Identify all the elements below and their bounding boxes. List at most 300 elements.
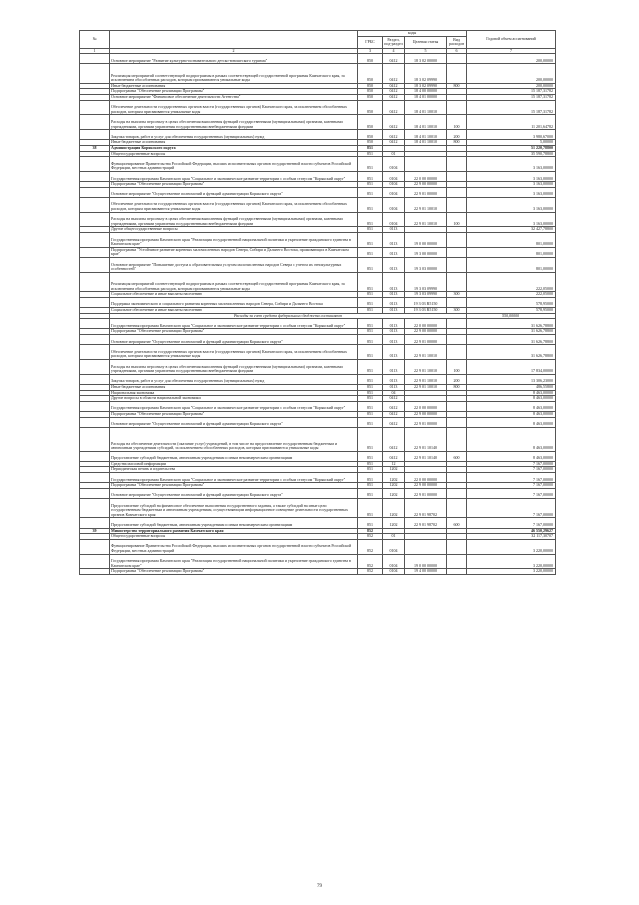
header-amount: Годовой объем ассигнований bbox=[467, 31, 556, 49]
table-row bbox=[80, 319, 556, 329]
row-name: Основное мероприятие "Осуществление полномочий и функций администрации Корякского округа" bbox=[110, 334, 358, 344]
row-name: Государственная программа Камчатского края "Социальное и экономическое развитие территории с особым статусом "Корякский округ" bbox=[110, 401, 358, 411]
row-amount: 3 980,67000 bbox=[467, 130, 556, 140]
row-expense-type bbox=[447, 427, 467, 451]
row-grbs: 850 bbox=[358, 115, 383, 130]
row-number bbox=[80, 233, 110, 248]
table-row bbox=[80, 247, 556, 257]
row-number bbox=[80, 518, 110, 528]
row-amount: 11 201,64782 bbox=[467, 115, 556, 130]
row-grbs: 851 bbox=[358, 390, 383, 396]
row-target: 22 9 01 00000 bbox=[405, 334, 447, 344]
row-razdel: 1202 bbox=[383, 467, 405, 473]
row-target: 22 9 01 10010 bbox=[405, 345, 447, 360]
row-name: Основное мероприятие "Финансовое обеспечение деятельности Агентства" bbox=[110, 94, 358, 100]
row-number bbox=[80, 539, 110, 554]
row-target: 18 4 01 10010 bbox=[405, 140, 447, 146]
row-grbs: 851 bbox=[358, 151, 383, 157]
row-name: Обеспечение деятельности государственных органов власти (государственных органов) Камчатского края, за исключением обособленных расходов, которым присваиваются уникальные коды bbox=[110, 197, 358, 212]
row-target: 22 9 01 98702 bbox=[405, 499, 447, 518]
row-number: 39 bbox=[80, 528, 110, 534]
table-row bbox=[80, 258, 556, 273]
row-target: 22 9 01 10010 bbox=[405, 212, 447, 227]
row-amount: 7 167,00000 bbox=[467, 499, 556, 518]
row-expense-type bbox=[447, 171, 467, 181]
row-target: 22 9 01 00000 bbox=[405, 187, 447, 197]
page-number: 79 bbox=[317, 884, 322, 889]
table-row bbox=[80, 569, 556, 575]
row-target: 22 9 00 00000 bbox=[405, 411, 447, 417]
row-expense-type: 300 bbox=[447, 308, 467, 314]
row-target: 22 9 01 10010 bbox=[405, 384, 447, 390]
row-amount: 200,00000 bbox=[467, 54, 556, 64]
row-name: Обеспечение деятельности государственных органов власти (государственных органов) Камчатского края, за исключением обособленных расходов, которым присваиваются уникальные коды bbox=[110, 345, 358, 360]
row-target: 18 3 02 09990 bbox=[405, 64, 447, 83]
row-amount: 8 463,00000 bbox=[467, 411, 556, 417]
table-row bbox=[80, 297, 556, 307]
row-expense-type bbox=[447, 187, 467, 197]
budget-table bbox=[79, 30, 556, 575]
row-name: Реализация мероприятий соответствующей подпрограммы в рамках соответствующей государственной программы Камчатского края, за исключением обособленных расходов, которым присваиваются уникальные коды bbox=[110, 64, 358, 83]
row-number bbox=[80, 473, 110, 483]
row-number bbox=[80, 258, 110, 273]
row-target: 19 4 00 00000 bbox=[405, 569, 447, 575]
table-row bbox=[80, 64, 556, 83]
row-grbs: 851 bbox=[358, 417, 383, 427]
row-amount: 3 163,00000 bbox=[467, 171, 556, 181]
row-grbs: 851 bbox=[358, 518, 383, 528]
row-target: 18 4 00 00000 bbox=[405, 89, 447, 95]
row-amount: 3 163,00000 bbox=[467, 157, 556, 172]
row-target: 19 3 00 00000 bbox=[405, 247, 447, 257]
row-amount: 200,00000 bbox=[467, 64, 556, 83]
row-amount: 15 187,31782 bbox=[467, 100, 556, 115]
row-target: 19 0 00 00000 bbox=[405, 554, 447, 569]
row-grbs: 851 bbox=[358, 483, 383, 489]
row-razdel: 1202 bbox=[383, 488, 405, 498]
row-number bbox=[80, 115, 110, 130]
row-razdel: 0412 bbox=[383, 417, 405, 427]
table-row bbox=[80, 539, 556, 554]
row-grbs: 851 bbox=[358, 427, 383, 451]
row-amount: 46 550,29627 bbox=[467, 528, 556, 534]
row-name: Государственная программа Камчатского края "Реализация государственной национальной политики и укрепление гражданского единства в Камчатском крае" bbox=[110, 233, 358, 248]
header-razdel: Раздел, под-раздел bbox=[384, 36, 403, 47]
row-amount: 7 167,00000 bbox=[467, 461, 556, 467]
row-grbs: 851 bbox=[358, 473, 383, 483]
row-grbs: 851 bbox=[358, 258, 383, 273]
colnum-1: 1 bbox=[80, 48, 110, 54]
row-name: Общегосударственные вопросы bbox=[110, 151, 358, 157]
row-target: 22 9 01 00000 bbox=[405, 417, 447, 427]
row-name: Расходы на обеспечение деятельности (оказание услуг) учреждений, в том числе на предоставление государственным бюджетным и автономным учреждениям субсидий, за исключением обособленных расходов, которым присваиваются уникальные коды bbox=[110, 427, 358, 451]
row-amount: 7 167,00000 bbox=[467, 467, 556, 473]
row-amount: 5,00000 bbox=[467, 140, 556, 146]
row-expense-type bbox=[447, 473, 467, 483]
row-expense-type bbox=[447, 401, 467, 411]
row-expense-type bbox=[447, 272, 467, 291]
row-expense-type bbox=[447, 539, 467, 554]
row-razdel: 0104 bbox=[383, 182, 405, 188]
row-number bbox=[80, 345, 110, 360]
row-name: Администрация Корякского округа bbox=[110, 145, 358, 151]
table-row bbox=[80, 417, 556, 427]
header-expense-type: Вид расходов bbox=[447, 36, 467, 48]
row-amount: 3 220,00000 bbox=[467, 539, 556, 554]
header-codes: коды bbox=[358, 31, 467, 37]
row-name: Периодическая печать и издательства bbox=[110, 467, 358, 473]
row-razdel: 0104 bbox=[383, 157, 405, 172]
row-grbs: 851 bbox=[358, 171, 383, 181]
row-number bbox=[80, 100, 110, 115]
row-target: 22 9 01 00000 bbox=[405, 488, 447, 498]
row-expense-type bbox=[447, 488, 467, 498]
row-expense-type bbox=[447, 345, 467, 360]
row-name: Предоставление субсидий бюджетным, автономным учреждениям и иным некоммерческим организациям bbox=[110, 451, 358, 461]
row-grbs: 851 bbox=[358, 359, 383, 374]
row-expense-type bbox=[447, 54, 467, 64]
row-number bbox=[80, 171, 110, 181]
row-number bbox=[80, 272, 110, 291]
row-expense-type: 100 bbox=[447, 359, 467, 374]
row-name: Основное мероприятие "Развитие культурно-познавательного детско-юношеского туризма" bbox=[110, 54, 358, 64]
row-amount: 801,00000 bbox=[467, 247, 556, 257]
row-razdel: 0412 bbox=[383, 94, 405, 100]
row-name: Подпрограмма "Обеспечение реализации Программы" bbox=[110, 182, 358, 188]
row-target: 19 3 03 09990 bbox=[405, 292, 447, 298]
row-razdel: 0104 bbox=[383, 171, 405, 181]
row-amount: 8 463,00000 bbox=[467, 390, 556, 396]
row-amount: 8 463,00000 bbox=[467, 417, 556, 427]
row-name: Государственная программа Камчатского края "Социальное и экономическое развитие территории с особым статусом "Корякский округ" bbox=[110, 319, 358, 329]
table-row bbox=[80, 401, 556, 411]
row-number bbox=[80, 451, 110, 461]
row-grbs: 851 bbox=[358, 396, 383, 402]
row-amount: 8 463,00000 bbox=[467, 451, 556, 461]
row-grbs: 850 bbox=[358, 64, 383, 83]
row-expense-type bbox=[447, 554, 467, 569]
row-target bbox=[405, 539, 447, 554]
row-name: Основное мероприятие "Осуществление полномочий и функций администрации Корякского округа" bbox=[110, 488, 358, 498]
row-expense-type bbox=[447, 499, 467, 518]
row-razdel: 0113 bbox=[383, 374, 405, 384]
row-amount: 32 427,78800 bbox=[467, 227, 556, 233]
row-grbs: 851 bbox=[358, 488, 383, 498]
table-row bbox=[80, 115, 556, 130]
row-grbs: 851 bbox=[358, 182, 383, 188]
row-amount: 801,00000 bbox=[467, 258, 556, 273]
row-grbs: 851 bbox=[358, 233, 383, 248]
row-amount: 31 626,78800 bbox=[467, 334, 556, 344]
row-target: 22 9 01 10010 bbox=[405, 374, 447, 384]
row-razdel: 0113 bbox=[383, 334, 405, 344]
row-name: Подпрограмма "Обеспечение реализации Программы" bbox=[110, 569, 358, 575]
row-number bbox=[80, 197, 110, 212]
row-grbs: 852 bbox=[358, 528, 383, 534]
row-number bbox=[80, 54, 110, 64]
colnum-2: 2 bbox=[110, 48, 358, 54]
row-expense-type: 200 bbox=[447, 130, 467, 140]
row-amount: 35 590,78800 bbox=[467, 151, 556, 157]
header-name bbox=[110, 31, 358, 49]
row-target: 22 9 01 10010 bbox=[405, 359, 447, 374]
row-number bbox=[80, 247, 110, 257]
row-number: 38 bbox=[80, 145, 110, 151]
row-name: Общегосударственные вопросы bbox=[110, 534, 358, 540]
row-amount: 7 167,00000 bbox=[467, 483, 556, 489]
table-row bbox=[80, 374, 556, 384]
table-row bbox=[80, 272, 556, 291]
row-expense-type bbox=[447, 100, 467, 115]
row-grbs: 852 bbox=[358, 554, 383, 569]
row-grbs: 851 bbox=[358, 451, 383, 461]
table-row bbox=[80, 345, 556, 360]
row-number bbox=[80, 319, 110, 329]
row-razdel: 0412 bbox=[383, 64, 405, 83]
row-grbs: 851 bbox=[358, 499, 383, 518]
row-grbs: 851 bbox=[358, 374, 383, 384]
row-number bbox=[80, 488, 110, 498]
row-expense-type bbox=[447, 319, 467, 329]
row-razdel: 04 bbox=[383, 390, 405, 396]
row-expense-type: 600 bbox=[447, 518, 467, 528]
row-name: Расходы на выплаты персоналу в целях обеспечения выполнения функций государственными (муниципальными) органами, казенными учреждениями, органами управления государственными внебюджетными фондами bbox=[110, 359, 358, 374]
row-amount: 7 167,00000 bbox=[467, 488, 556, 498]
table-row bbox=[80, 427, 556, 451]
row-expense-type: 100 bbox=[447, 115, 467, 130]
header-target: Целевая статья bbox=[405, 36, 447, 48]
row-target: 18 4 01 10010 bbox=[405, 100, 447, 115]
row-target: 22 9 01 10140 bbox=[405, 451, 447, 461]
colnum-3: 3 bbox=[358, 48, 383, 54]
row-expense-type bbox=[447, 258, 467, 273]
row-name: Подпрограмма "Обеспечение реализации Программы" bbox=[110, 329, 358, 335]
row-number bbox=[80, 374, 110, 384]
table-row bbox=[80, 359, 556, 374]
row-razdel: 1202 bbox=[383, 518, 405, 528]
row-target: 22 9 00 00000 bbox=[405, 329, 447, 335]
row-expense-type: 800 bbox=[447, 384, 467, 390]
row-amount: 31 626,78800 bbox=[467, 345, 556, 360]
table-row bbox=[80, 171, 556, 181]
row-name: Закупка товаров, работ и услуг для обеспечения государственных (муниципальных) нужд bbox=[110, 130, 358, 140]
row-number bbox=[80, 334, 110, 344]
row-grbs: 851 bbox=[358, 334, 383, 344]
row-target: 18 3 02 09990 bbox=[405, 83, 447, 89]
row-razdel: 0412 bbox=[383, 54, 405, 64]
row-razdel: 0412 bbox=[383, 396, 405, 402]
row-number bbox=[80, 187, 110, 197]
table-row bbox=[80, 100, 556, 115]
row-expense-type bbox=[447, 297, 467, 307]
row-expense-type: 200 bbox=[447, 374, 467, 384]
row-target: 19 0 00 00000 bbox=[405, 233, 447, 248]
row-name: Поддержка экономического и социального развития коренных малочисленных народов Севера, Сибири и Дальнего Востока bbox=[110, 297, 358, 307]
row-amount: 3 163,00000 bbox=[467, 197, 556, 212]
row-name: Подпрограмма "Устойчивое развитие коренных малочисленных народов Севера, Сибири и Дальнего Востока, проживающих в Камчатском крае" bbox=[110, 247, 358, 257]
table-row bbox=[80, 518, 556, 528]
row-razdel: 0113 bbox=[383, 227, 405, 233]
row-amount: 15 187,31782 bbox=[467, 89, 556, 95]
table-row bbox=[80, 334, 556, 344]
row-number bbox=[80, 130, 110, 140]
row-expense-type bbox=[447, 157, 467, 172]
row-grbs: 851 bbox=[358, 187, 383, 197]
row-grbs: 850 bbox=[358, 100, 383, 115]
row-razdel: 0412 bbox=[383, 100, 405, 115]
row-razdel: 0412 bbox=[383, 130, 405, 140]
row-razdel: 0412 bbox=[383, 115, 405, 130]
row-razdel: 0113 bbox=[383, 308, 405, 314]
row-amount: 3 163,00000 bbox=[467, 187, 556, 197]
row-razdel: 0113 bbox=[383, 319, 405, 329]
row-target: 19 3 03 00000 bbox=[405, 258, 447, 273]
row-grbs: 851 bbox=[358, 384, 383, 390]
table-body bbox=[80, 54, 556, 575]
budget-table-sheet bbox=[79, 30, 555, 575]
row-amount: 8 463,00000 bbox=[467, 401, 556, 411]
row-razdel: 0113 bbox=[383, 272, 405, 291]
row-name: Основное мероприятие "Повышение доступа к образовательным услугам малочисленных народов Севера с учетом их этнокультурных особенностей" bbox=[110, 258, 358, 273]
row-name: Основное мероприятие "Осуществление полномочий и функций администрации Корякского округа" bbox=[110, 187, 358, 197]
row-expense-type: 600 bbox=[447, 451, 467, 461]
row-target: 19 3 03 09990 bbox=[405, 272, 447, 291]
row-grbs: 851 bbox=[358, 292, 383, 298]
row-amount: 578,95000 bbox=[467, 308, 556, 314]
row-grbs: 851 bbox=[358, 297, 383, 307]
row-razdel: 0113 bbox=[383, 258, 405, 273]
row-expense-type bbox=[447, 64, 467, 83]
row-razdel: 0104 bbox=[383, 569, 405, 575]
table-row bbox=[80, 488, 556, 498]
row-expense-type bbox=[447, 417, 467, 427]
row-grbs: 851 bbox=[358, 329, 383, 335]
colnum-4: 4 bbox=[383, 48, 405, 54]
row-grbs: 852 bbox=[358, 569, 383, 575]
row-razdel: 1202 bbox=[383, 473, 405, 483]
row-grbs: 852 bbox=[358, 534, 383, 540]
row-target: 22 0 00 00000 bbox=[405, 473, 447, 483]
row-note: Расходы за счет средств федерального бюджета составляют bbox=[110, 313, 467, 319]
table-row bbox=[80, 233, 556, 248]
table-row bbox=[80, 212, 556, 227]
row-name: Социальное обеспечение и иные выплаты населению bbox=[110, 308, 358, 314]
row-razdel: 0412 bbox=[383, 427, 405, 451]
row-grbs: 850 bbox=[358, 130, 383, 140]
row-razdel: 1202 bbox=[383, 483, 405, 489]
row-amount: 51 220,78800 bbox=[467, 145, 556, 151]
row-number bbox=[80, 212, 110, 227]
colnum-5: 5 bbox=[405, 48, 447, 54]
row-name: Иные бюджетные ассигнования bbox=[110, 83, 358, 89]
row-razdel: 0412 bbox=[383, 411, 405, 417]
row-razdel: 0104 bbox=[383, 539, 405, 554]
row-amount: 3 220,00000 bbox=[467, 554, 556, 569]
row-name: Национальная экономика bbox=[110, 390, 358, 396]
row-grbs: 851 bbox=[358, 411, 383, 417]
row-razdel: 01 bbox=[383, 534, 405, 540]
row-name: Расходы на выплаты персоналу в целях обеспечения выполнения функций государственными (муниципальными) органами, казенными учреждениями, органами управления государственными внебюджетными фондами bbox=[110, 212, 358, 227]
row-name: Закупка товаров, работ и услуг для обеспечения государственных (муниципальных) нужд bbox=[110, 374, 358, 384]
row-grbs: 851 bbox=[358, 145, 383, 151]
row-grbs: 850 bbox=[358, 83, 383, 89]
row-name: Основное мероприятие "Осуществление полномочий и функций администрации Корякского округа" bbox=[110, 417, 358, 427]
row-name: Предоставление субсидий бюджетным, автономным учреждениям и иным некоммерческим организациям bbox=[110, 518, 358, 528]
row-amount: 17 834,00000 bbox=[467, 359, 556, 374]
row-razdel: 0412 bbox=[383, 451, 405, 461]
row-target: 18 3 02 00000 bbox=[405, 54, 447, 64]
row-number bbox=[80, 401, 110, 411]
row-razdel: 0113 bbox=[383, 359, 405, 374]
row-grbs: 851 bbox=[358, 227, 383, 233]
row-grbs: 851 bbox=[358, 319, 383, 329]
row-amount: 31 626,78800 bbox=[467, 319, 556, 329]
header-grbs: ГРБС bbox=[358, 36, 383, 48]
table-row bbox=[80, 473, 556, 483]
row-razdel: 0113 bbox=[383, 329, 405, 335]
row-expense-type: 800 bbox=[447, 140, 467, 146]
row-amount: 15 187,31782 bbox=[467, 94, 556, 100]
row-target: 22 9 01 10140 bbox=[405, 427, 447, 451]
row-amount: 32 117,30707 bbox=[467, 534, 556, 540]
row-expense-type bbox=[447, 569, 467, 575]
row-number bbox=[80, 157, 110, 172]
row-number bbox=[80, 64, 110, 83]
row-name: Средства массовой информации bbox=[110, 461, 358, 467]
row-number bbox=[80, 427, 110, 451]
row-grbs: 851 bbox=[358, 272, 383, 291]
table-row bbox=[80, 187, 556, 197]
table-row bbox=[80, 451, 556, 461]
row-name: Реализация мероприятий соответствующей подпрограммы в рамках соответствующей государственной программы Камчатского края, за исключением обособленных расходов, которым присваиваются уникальные коды bbox=[110, 272, 358, 291]
row-grbs: 851 bbox=[358, 461, 383, 467]
row-amount: 801,00000 bbox=[467, 233, 556, 248]
row-name: Подпрограмма "Обеспечение реализации Программы" bbox=[110, 89, 358, 95]
colnum-7: 7 bbox=[467, 48, 556, 54]
row-grbs: 850 bbox=[358, 54, 383, 64]
table-row bbox=[80, 157, 556, 172]
row-grbs: 851 bbox=[358, 467, 383, 473]
row-razdel: 12 bbox=[383, 461, 405, 467]
row-amount: 3 163,00000 bbox=[467, 182, 556, 188]
row-target: 22 9 00 00000 bbox=[405, 182, 447, 188]
row-razdel: 0104 bbox=[383, 187, 405, 197]
row-razdel: 0113 bbox=[383, 292, 405, 298]
row-target: 18 4 01 10010 bbox=[405, 115, 447, 130]
row-target: 18 4 01 10010 bbox=[405, 130, 447, 140]
row-amount: 7 167,00000 bbox=[467, 473, 556, 483]
row-target: 22 0 00 00000 bbox=[405, 401, 447, 411]
row-grbs: 851 bbox=[358, 401, 383, 411]
table-row bbox=[80, 197, 556, 212]
row-number bbox=[80, 359, 110, 374]
row-grbs: 850 bbox=[358, 89, 383, 95]
row-grbs: 851 bbox=[358, 157, 383, 172]
row-target: 22 0 00 00000 bbox=[405, 171, 447, 181]
row-grbs: 851 bbox=[358, 247, 383, 257]
row-razdel: 0113 bbox=[383, 297, 405, 307]
row-grbs: 851 bbox=[358, 197, 383, 212]
row-expense-type: 800 bbox=[447, 83, 467, 89]
row-name: Государственная программа Камчатского края "Социальное и экономическое развитие территории с особым статусом "Корякский округ" bbox=[110, 171, 358, 181]
row-razdel: 0412 bbox=[383, 89, 405, 95]
row-razdel: 0113 bbox=[383, 384, 405, 390]
row-razdel: 0104 bbox=[383, 197, 405, 212]
row-number bbox=[80, 499, 110, 518]
row-target: 19 3 03 R5150 bbox=[405, 308, 447, 314]
row-name: Министерство территориального развития Камчатского края bbox=[110, 528, 358, 534]
row-name: Иные бюджетные ассигнования bbox=[110, 140, 358, 146]
